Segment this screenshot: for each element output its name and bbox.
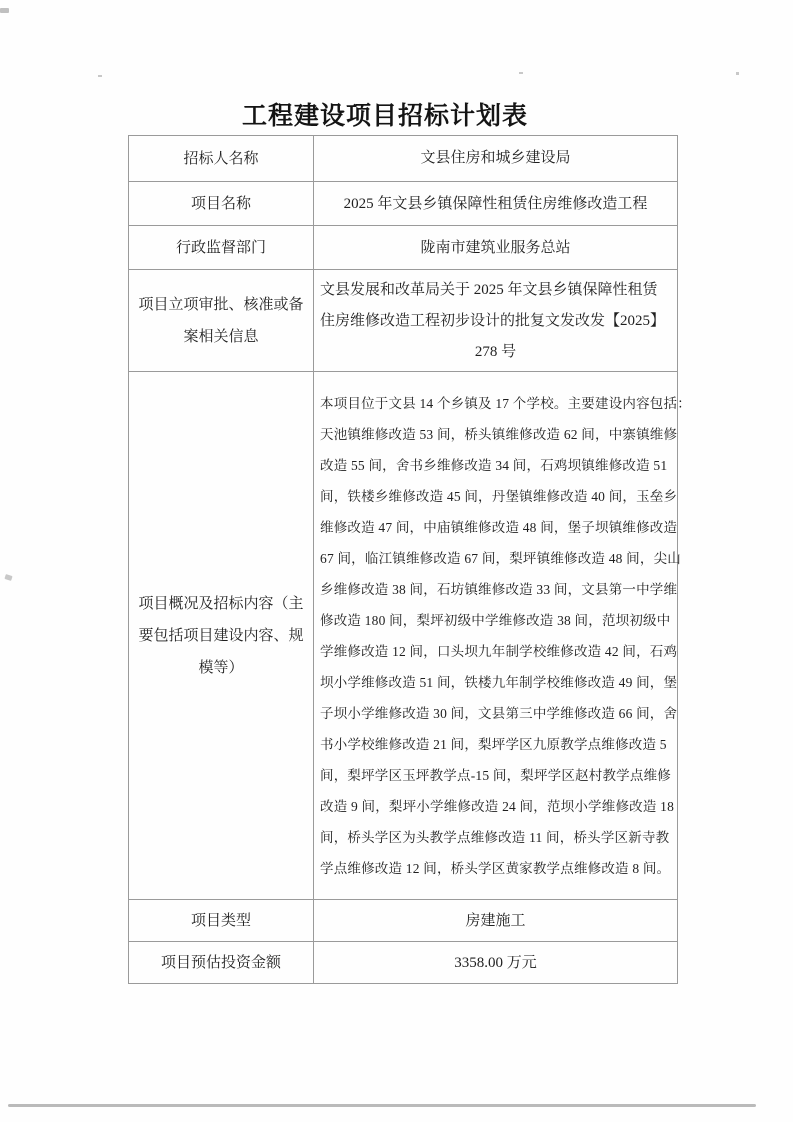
table-row-tenderer <box>129 136 677 181</box>
overview-line: 修改造 180 间，梨坪初级中学维修改造 38 间，范坝初级中 <box>320 613 671 628</box>
row-label-line: 模等） <box>198 660 244 676</box>
table-row-estimated-investment <box>129 941 677 983</box>
overview-line: 间，铁楼乡维修改造 45 间，丹堡镇维修改造 40 间，玉垒乡 <box>320 489 678 504</box>
overview-line: 学维修改造 12 间，口头坝九年制学校维修改造 42 间，石鸡 <box>320 644 678 659</box>
row-value-line: 住房维修改造工程初步设计的批复文发改发【2025】 <box>320 312 666 329</box>
page-title: 工程建设项目招标计划表 <box>241 102 528 130</box>
row-label: 项目名称 <box>190 196 251 212</box>
paper-bottom-edge-shadow <box>8 1104 756 1107</box>
row-value: 2025 年文县乡镇保障性租赁住房维修改造工程 <box>343 195 648 212</box>
row-value: 文县住房和城乡建设局 <box>420 150 571 166</box>
table-row-project-name <box>129 181 677 225</box>
overview-line: 坝小学维修改造 51 间，铁楼九年制学校维修改造 49 间，堡 <box>320 675 678 690</box>
row-label-line: 项目概况及招标内容（主 <box>138 596 304 612</box>
row-label: 项目类型 <box>190 913 251 929</box>
row-label: 项目预估投资金额 <box>160 955 281 971</box>
row-value-cell <box>314 136 677 181</box>
scan-speck <box>98 75 102 77</box>
overview-line: 乡维修改造 38 间，石坊镇维修改造 33 间，文县第一中学维 <box>320 582 678 597</box>
row-value-cell <box>314 182 677 226</box>
row-label-line: 项目立项审批、核准或备 <box>138 297 304 313</box>
table-row-project-type <box>129 899 677 941</box>
row-label-cell <box>129 900 314 942</box>
row-label-cell <box>129 270 314 372</box>
row-label-line: 要包括项目建设内容、规 <box>138 628 304 644</box>
overview-line: 67 间，临江镇维修改造 67 间，梨坪镇维修改造 48 间，尖山 <box>320 551 681 566</box>
row-value-cell <box>314 942 677 984</box>
row-label: 招标人名称 <box>183 150 259 167</box>
row-label-cell <box>129 226 314 270</box>
row-value: 3358.00 万元 <box>454 954 537 971</box>
overview-line: 子坝小学维修改造 30 间，文县第三中学维修改造 66 间，舍 <box>320 706 678 721</box>
row-label: 行政监督部门 <box>175 240 266 256</box>
scan-speck <box>736 72 739 75</box>
row-label-cell <box>129 182 314 226</box>
overview-line: 维修改造 47 间，中庙镇维修改造 48 间，堡子坝镇维修改造 <box>320 520 678 535</box>
row-value-line: 278 号 <box>474 343 517 360</box>
overview-line: 书小学校维修改造 21 间，梨坪学区九原教学点维修改造 5 <box>320 737 667 752</box>
row-label-line: 案相关信息 <box>183 329 259 345</box>
scan-corner-smudge <box>0 8 9 13</box>
table-row-project-overview <box>129 371 691 899</box>
bidding-plan-table <box>128 135 691 984</box>
row-value-cell <box>314 226 677 270</box>
row-value-cell <box>314 270 677 372</box>
overview-line: 改造 55 间，舍书乡维修改造 34 间，石鸡坝镇维修改造 51 <box>320 458 668 473</box>
table-row-supervising-department <box>129 225 677 269</box>
row-value-cell <box>314 372 697 900</box>
overview-line: 本项目位于文县 14 个乡镇及 17 个学校。主要建设内容包括： <box>320 396 691 411</box>
overview-line: 间，桥头学区为头教学点维修改造 11 间，桥头学区新寺教 <box>320 830 670 845</box>
row-value: 房建施工 <box>465 912 526 929</box>
overview-line: 改造 9 间，梨坪小学维修改造 24 间，范坝小学维修改造 18 <box>320 799 675 814</box>
row-label-cell <box>129 942 314 984</box>
row-label-cell <box>129 372 314 900</box>
table-row-approval-info <box>129 269 677 371</box>
overview-line: 间，梨坪学区玉坪教学点-15 间，梨坪学区赵村教学点维修 <box>320 768 671 783</box>
scan-margin-mark <box>4 574 12 581</box>
row-label-cell <box>129 136 314 181</box>
row-value: 陇南市建筑业服务总站 <box>420 239 571 256</box>
row-value-line: 文县发展和改革局关于 2025 年文县乡镇保障性租赁 <box>320 281 658 298</box>
overview-line: 天池镇维修改造 53 间，桥头镇维修改造 62 间，中寨镇维修 <box>320 427 678 442</box>
scan-speck <box>519 72 523 74</box>
overview-line: 学点维修改造 12 间，桥头学区黄家教学点维修改造 8 间。 <box>320 861 671 876</box>
row-value-cell <box>314 900 677 942</box>
